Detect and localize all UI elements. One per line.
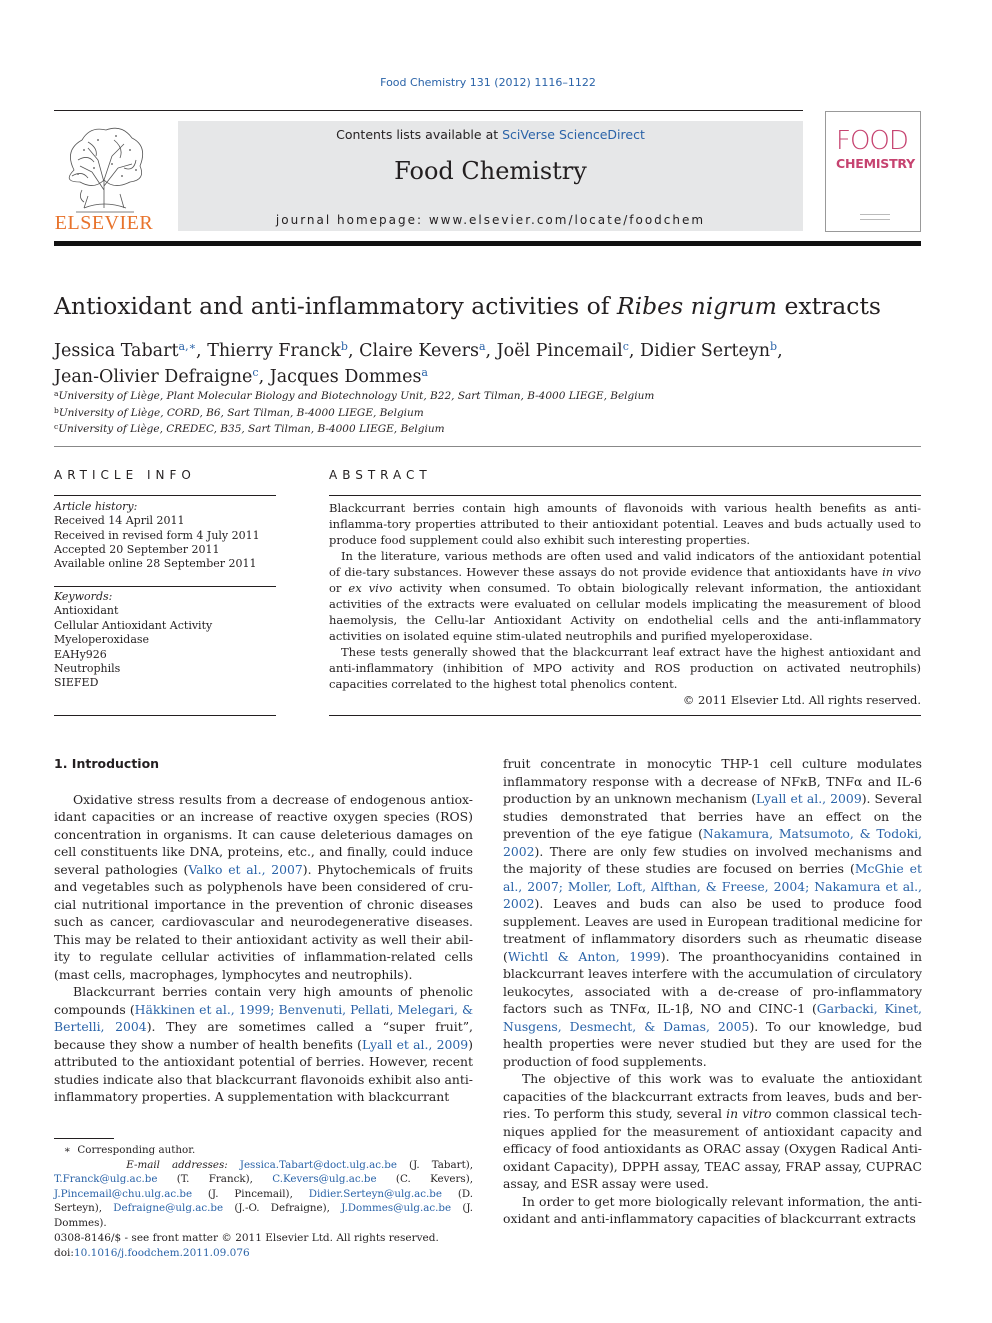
email-link[interactable]: J.Pincemail@chu.ulg.ac.be [54, 1187, 193, 1200]
issn-line: 0308-8146/$ - see front matter © 2011 Elsevier Ltd. All rights reserved. [54, 1232, 439, 1244]
affiliation-item: $^b$University of Liège, CORD, B6, Sart Tilman, B-4000 LIEGE, Belgium [54, 405, 424, 419]
affiliation-divider [54, 446, 921, 447]
corresponding-author-footnote [54, 1143, 473, 1231]
email-link[interactable]: Jessica.Tabart@doct.ulg.ac.be [239, 1158, 397, 1171]
doi-line: doi:10.1016/j.foodchem.2011.09.076 [54, 1246, 250, 1259]
author-affil-mark[interactable]: a [478, 340, 486, 353]
author-affil-mark[interactable]: a,∗ [178, 340, 197, 353]
author-affil-mark[interactable]: b [340, 340, 348, 353]
contents-line: Contents lists available at SciVerse ScienceDirect [336, 127, 645, 142]
citation-link[interactable]: Lyall et al., 2009 [361, 1036, 469, 1052]
body-paragraph: Blackcurrant berries contain very high amounts of phenolic compounds (Häkkinen et al., 1999; Benvenuti, Pellati, Melegari, & Bertelli, 2004). They are sometimes called a “super fruit”, because they show a number of health benefits (Lyall et al., 2009) attributed to the antioxidant potential of berries. However, recent studies indicate also that blackcurrant flavonoids exhibit also anti-inflammatory properties. A supplementation with blackcurrant [54, 984, 473, 1104]
abstract-paragraph: These tests generally showed that the blackcurrant leaf extract have the highest antioxidant and anti-inflammatory (inhibition of MPO activity and ROS production on activated neutrophils) capacities correlated to the highest total phenolics content. [329, 645, 921, 691]
cover-publisher-mark [860, 214, 890, 220]
author-affil-mark[interactable]: a [421, 366, 428, 379]
email-link[interactable]: T.Franck@ulg.ac.be [54, 1173, 158, 1186]
citation-link[interactable]: Nakamura, Matsumoto, & Todoki, 2002 [503, 826, 922, 859]
article-history [54, 500, 260, 571]
journal-title: Food Chemistry [394, 157, 587, 185]
body-paragraph: In order to get more biologically relevant information, the anti-oxidant and anti-inflammatory capacities of blackcurrant extracts [503, 1193, 922, 1226]
body-column-right [503, 755, 922, 1228]
article-info-rule [54, 586, 276, 587]
history-item: Received 14 April 2011 [54, 514, 185, 528]
author-list: Jessica Tabart$^{a,∗}$, Thierry Franck$^b$, Claire Kevers$^a$, Joël Pincemail$^c$, Didier Serteyn$^b$, Jean-Olivier Defraigne$^c$, Jacques Dommes$^a$ [54, 340, 783, 387]
cover-food-word: FOOD [836, 126, 908, 156]
email-link[interactable]: Defraigne@ulg.ac.be [113, 1202, 224, 1215]
footnote-corresponding: ∗ Corresponding author. [63, 1144, 196, 1156]
section-heading-introduction: 1. Introduction [54, 756, 160, 771]
journal-reference-link[interactable]: Food Chemistry 131 (2012) 1116–1122 [380, 76, 596, 89]
citation-link[interactable]: Häkkinen et al., 1999; Benvenuti, Pellati, Melegari, & Bertelli, 2004 [54, 1001, 473, 1034]
citation-link[interactable]: Wichtl & Anton, 1999 [507, 948, 661, 964]
article-title: Antioxidant and anti-inflammatory activities of Ribes nigrum extracts [54, 292, 881, 320]
footnote-rule [54, 1138, 114, 1139]
abstract-paragraph: In the literature, various methods are often used and valid indicators of the antioxidant potential of die-tary substances. However these assays do not provide evidence that antioxidants have in vivo or ex vivo activity when consumed. To obtain biologically relevant information, the antioxidant activities of the extracts were evaluated on cellular models implicating the measurement of blood haemolysis, the Cellu-lar Antioxidant Activity on endothelial cells and the anti-inflammatory activities on isolated equine stim-ulated neutrophils and purified myeloperoxidase. [329, 549, 922, 643]
keyword-item: Myeloperoxidase [54, 633, 150, 647]
journal-cover-thumbnail [825, 111, 921, 232]
keyword-list [54, 590, 212, 691]
article-info-heading: ARTICLE INFO [54, 468, 196, 482]
history-label: Article history: [54, 500, 138, 513]
header-top-rule [54, 110, 803, 111]
keyword-item: Cellular Antioxidant Activity [54, 618, 213, 632]
email-link[interactable]: Didier.Serteyn@ulg.ac.be [308, 1187, 442, 1200]
citation-link[interactable]: Valko et al., 2007 [188, 861, 303, 877]
journal-homepage[interactable]: journal homepage: www.elsevier.com/locate/foodchem [275, 213, 706, 227]
citation-link[interactable]: McGhie et al., 2007; Moller, Loft, Alfthan, & Freese, 2004; Nakamura et al., 2002 [503, 861, 922, 911]
sciencedirect-link[interactable]: SciVerse ScienceDirect [502, 127, 645, 142]
article-info-rule [54, 715, 276, 716]
body-paragraph: Oxidative stress results from a decrease of endogenous antiox-idant capacities or an increase of reactive oxygen species (ROS) concentration in organisms. It can cause deleterious damages on cell constituents like DNA, proteins, etc., and finally, could induce several pathologies (Valko et al., 2007). Phytochemicals of fruits and vegetables such as polyphenols have been considered of cru-cial nutritional importance in the prevention of chronic diseases such as cancer, cardiovascular and neurodegenerative diseases. This may be related to their antioxidant activity as well their abil-ity to regulate cellular activities of inflammation-related cells (mast cells, macrophages, lymphocytes and neutrophils). [54, 791, 473, 982]
author-name: Jean-Olivier Defraigne [54, 367, 253, 387]
email-link[interactable]: C.Kevers@ulg.ac.be [272, 1173, 377, 1186]
affiliation-item: $^c$University of Liège, CREDEC, B35, Sart Tilman, B-4000 LIEGE, Belgium [54, 422, 445, 435]
body-column-left [54, 755, 473, 1106]
author-name: Joël Pincemail [496, 341, 623, 361]
keyword-item: EAHy926 [54, 647, 107, 661]
author-name: Claire Kevers [359, 341, 479, 361]
keywords-label: Keywords: [54, 590, 113, 603]
author-name: Jacques Dommes [269, 367, 422, 387]
citation-link[interactable]: Garbacki, Kinet, Nusgens, Desmecht, & Damas, 2005 [503, 1001, 922, 1034]
keyword-item: Neutrophils [54, 662, 121, 676]
article-info-rule [54, 495, 276, 496]
history-item: Received in revised form 4 July 2011 [54, 528, 260, 542]
author-affil-mark[interactable]: b [770, 340, 778, 353]
doi-link[interactable]: 10.1016/j.foodchem.2011.09.076 [73, 1246, 250, 1259]
abstract-body [329, 500, 921, 708]
body-paragraph: fruit concentrate in monocytic THP-1 cell culture modulates inflammatory response with a decrease of NFκB, TNFα and IL-6 production by an unknown mechanism (Lyall et al., 2009). Several studies demonstrated that berries have an effect on the prevention of the eye fatigue (Nakamura, Matsumoto, & Todoki, 2002). There are only few studies on involved mechanisms and the majority of these studies are focused on berries (McGhie et al., 2007; Moller, Loft, Alfthan, & Freese, 2004; Nakamura et al., 2002). Leaves and buds can also be used to produce food supplement. Leaves are used in European traditional medicine for treatment of inflammatory disorders such as rheumatic disease (Wichtl & Anton, 1999). The proanthocyanidins contained in blackcurrant leaves interfere with the accumulation of circulatory leukocytes, associated with a de-crease of pro-inflammatory factors such as TNFα, IL-1β, NO and CINC-1 (Garbacki, Kinet, Nusgens, Desmecht, & Damas, 2005). To our knowledge, bud health properties were never studied but they are used for the production of food supplements. [503, 756, 923, 1069]
abstract-rule [329, 715, 921, 716]
abstract-heading: ABSTRACT [329, 468, 432, 482]
cover-chemistry-word: CHEMISTRY [836, 156, 915, 171]
author-name: Jessica Tabart [54, 341, 179, 361]
abstract-copyright: © 2011 Elsevier Ltd. All rights reserved. [682, 693, 921, 707]
keyword-item: Antioxidant [54, 604, 119, 618]
affiliation-list [54, 387, 654, 437]
citation-link[interactable]: Lyall et al., 2009 [756, 791, 862, 806]
author-name: Didier Serteyn [640, 341, 771, 361]
footnote-emails: E-mail addresses: Jessica.Tabart@doct.ulg.ac.be (J. Tabart), T.Franck@ulg.ac.be (T. Franck), C.Kevers@ulg.ac.be (C. Kevers), J.Pincemail@chu.ulg.ac.be (J. Pincemail), Didier.Serteyn@ulg.ac.be (D. Serteyn), Defraigne@ulg.ac.be (J.-O. Defraigne), J.Dommes@ulg.ac.be (J. Dommes). [54, 1158, 473, 1229]
abstract-paragraph: Blackcurrant berries contain high amounts of flavonoids with various health benefits as anti-inflamma-tory properties attributed to their antioxidant potential. Leaves and buds actually used to produce food supplement could also exhibit such interesting properties. [329, 501, 921, 547]
keyword-item: SIEFED [54, 676, 99, 690]
history-item: Available online 28 September 2011 [54, 557, 257, 571]
issn-doi-block [54, 1231, 439, 1260]
author-affil-mark[interactable]: c [252, 366, 259, 379]
body-paragraph: The objective of this work was to evaluate the antioxidant capacities of the blackcurrant extracts from leaves, buds and ber-ries. To perform this study, several in vitro common classical tech-niques applied for the measurement of antioxidant capacity and efficacy of food antioxidants as ORAC assay (Oxygen Radical Anti-oxidant Capacity), DPPH assay, TEAC assay, FRAP assay, CUPRAC assay, and ESR assay were used. [503, 1071, 922, 1191]
author-affil-mark[interactable]: c [622, 340, 629, 353]
abstract-rule [329, 495, 921, 496]
header-bottom-rule [54, 241, 921, 246]
elsevier-wordmark: ELSEVIER [54, 212, 154, 234]
journal-banner [178, 121, 803, 231]
history-item: Accepted 20 September 2011 [54, 542, 220, 556]
email-link[interactable]: J.Dommes@ulg.ac.be [341, 1202, 452, 1215]
author-name: Thierry Franck [207, 341, 341, 361]
affiliation-item: $^a$University of Liège, Plant Molecular Biology and Biotechnology Unit, B22, Sart Tilman, B-4000 LIEGE, Belgium [54, 389, 655, 402]
